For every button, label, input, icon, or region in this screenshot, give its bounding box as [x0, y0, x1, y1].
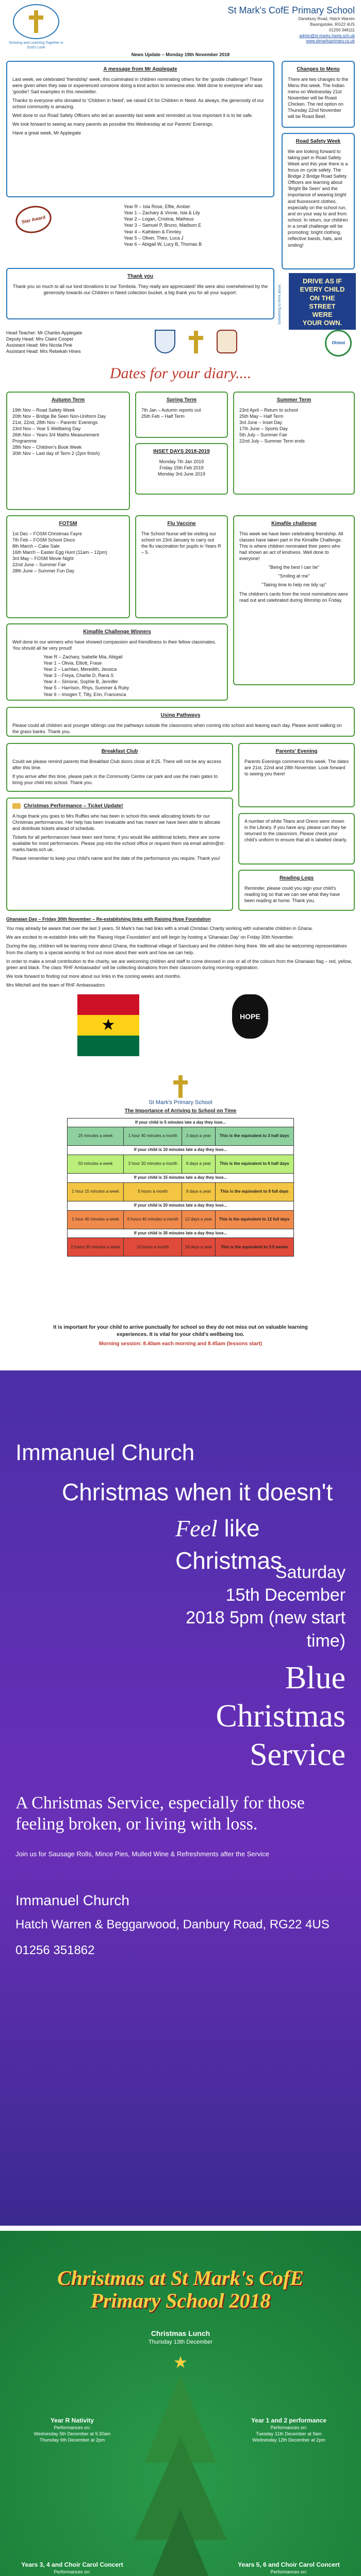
crest-logo-1 [155, 330, 177, 355]
attendance-caption: If your child is 5 minutes late a day they lose... [68, 1118, 294, 1127]
ofsted-logo: Ofsted [325, 330, 352, 357]
reading-logs-title: Reading Logs [279, 875, 314, 881]
autumn-term-box [6, 392, 130, 510]
ghanaian-section: Ghanaian Day – Friday 30th November – Re-establishing links with Raising Hope Foundation You may already be aware that over the last 3 years, St Mark's has had links with a small Christian Charity working with vulnerable children in Ghana. We are excited to re-establish links with the 'Raising Hope Foundation' and will begin by hosting a 'Ghanaian Day' on Friday 30th November. During the day, children will be learning more about Ghana, the traditional village of Sanctuary and the children living there. We will also be welcoming representatives from the charity to a special worship to find out more about their work and how we can help. In order to make a small contribution to the charity, we are welcoming children and staff to come dressed in one or all of the colours from the Ghanaian flag – red, yellow, green and black. The class 'RHF Ambassador' will be collecting donations from their classroom during morning registration. We look forward to finding out more about our links in the coming weeks and months. Mrs Mitchell and the team of RHF Ambassadors [6, 916, 355, 1065]
road-safety-title: Road Safety Week [296, 139, 341, 144]
date-item: 20th Nov – Bridge Be Seen Non-Uniform Day [12, 413, 106, 419]
christmas-lunch: Christmas Lunch Thursday 13th December [148, 2329, 213, 2345]
breakfast-title: Breakfast Club [101, 749, 138, 754]
date-item: 23rd Nov – Year 5 Wellbeing Day [12, 426, 81, 431]
attendance-cell: 1 hour 40 minutes a week [68, 1210, 124, 1229]
cross-icon [186, 330, 206, 354]
newsletter-date: News Update – Monday 19th November 2018 [131, 52, 230, 57]
attendance-cell: This is the equivalent to 9 full days [215, 1182, 293, 1201]
attendance-caption-row [68, 1146, 294, 1155]
award-item: Year 3 – Samuel P, Bruno, Madison E [124, 223, 202, 228]
summer-term-title: Summer Term [276, 397, 311, 403]
cross-icon [170, 1074, 191, 1099]
pathways-title: Using Pathways [160, 713, 201, 718]
spring-term-title: Spring Term [166, 397, 197, 403]
winner-item: Year 4 – Simone, Sophie B, Jennifer [43, 679, 118, 685]
award-item: Year R – Isla Rose, Effie, Amber [124, 204, 190, 209]
head-message-para: Have a great week, Mr Applegate [12, 130, 81, 136]
thanks-title: Thank you [127, 274, 153, 279]
date-item: 23rd April – Return to school [239, 407, 298, 413]
head-message-para: Well done to our Road Safety Officers who led an assembly last week and reminded us how important it is to be safe. [12, 113, 253, 118]
attendance-row [68, 1155, 294, 1174]
inset-days-title: INSET DAYS 2018-2019 [153, 449, 210, 454]
date-item: 30th Nov – Last day of Term 2 (2pm finish) [12, 451, 100, 456]
date-item: 22nd June – Summer Fair [12, 562, 67, 568]
attendance-cell: 2 hours 30 minutes a week [68, 1238, 124, 1257]
attendance-row [68, 1238, 294, 1257]
award-item: Year 4 – Kathleen & Finnley [124, 229, 182, 234]
date-item: 7th Jan – Autumn reports out [141, 407, 201, 413]
attendance-row [68, 1182, 294, 1201]
flyer-headline-1: Christmas when it doesn't [62, 1479, 333, 1505]
winner-item: Year 6 – Imogen T, Tilly, Erin, Francesca [43, 691, 126, 697]
drive-side-text: Something to think about [278, 284, 282, 325]
staff-contacts: Head Teacher: Mr Charles Applegate Deputy Head: Mrs Claire Cooper Assistant Head: Mrs Nicola Pink Assistant Head: Mrs Rebekah Hines [6, 330, 83, 354]
email-link[interactable]: admin@st-marks.hants.sch.uk [299, 33, 355, 38]
attendance-caption-row [68, 1174, 294, 1183]
cross-icon [26, 9, 46, 34]
reading-logs-box: Reading Logs Reminder, please could you sign your child's reading log so that we can see what they have been reading at home. Thank you. [238, 870, 355, 911]
attendance-cell: 50 minutes a week [68, 1155, 124, 1174]
attendance-section [67, 1108, 294, 1257]
date-item: 25th Feb – Half Term [141, 413, 185, 419]
church-name: Immanuel Church [15, 1440, 195, 1465]
head-message-box [6, 61, 274, 197]
drive-sign: DRIVE AS IF EVERY CHILD ON THE STREET WERE YOUR OWN. [289, 273, 356, 330]
date-item: 28th June – Summer Fun Day [12, 568, 75, 574]
attendance-caption-row [68, 1229, 294, 1238]
attendance-cell: 3 days a year [182, 1127, 215, 1146]
attendance-table [67, 1118, 294, 1257]
attendance-cell: 5 hours a month [124, 1182, 182, 1201]
spring-term-box [135, 392, 228, 438]
flyer-description: A Christmas Service, especially for those feeling broken, or living with loss. [15, 1793, 305, 1834]
attendance-caption-row [68, 1201, 294, 1210]
head-message-para: Thanks to everyone who donated to 'Children in Need', we raised £X for Children in Need. As always, the generosity of our school community is amazing. [12, 97, 264, 110]
christmas-tree-icon: ★ [129, 2354, 232, 2576]
date-item: 16th March – Easter Egg Hunt (11am – 12pm) [12, 549, 107, 555]
flu-title: Flu Vaccine [167, 521, 196, 527]
fotsm-box [6, 515, 130, 618]
fotsm-title: FOTSM [59, 521, 77, 527]
attendance-caption-row [68, 1118, 294, 1127]
crest-logo-3 [217, 330, 239, 355]
date-item: 8th March – Cake Sale [12, 543, 60, 549]
attendance-cell: 1 hour 15 minutes a week [68, 1182, 124, 1201]
star-award-stamp: Star Award [15, 206, 52, 233]
attendance-cell: 10 hours a month [124, 1238, 182, 1257]
blue-christmas-service: Blue Christmas Service [216, 1660, 346, 1772]
date-item: 22nd July – Summer Term ends [239, 438, 305, 444]
head-message-para: We look forward to seeing as many parents as possible this Wednesday at our Parents' Evenings. [12, 122, 214, 127]
winner-item: Year 5 – Harrison, Rhys, Summer & Ruby [43, 685, 129, 691]
attendance-cell: 6 hours 40 minutes a month [124, 1210, 182, 1229]
attendance-cell: This is the equivalent to 12 full days [215, 1210, 293, 1229]
attendance-title: The Importance of Arriving to School on Time [124, 1108, 237, 1114]
date-item: 17th June – Sports Day [239, 426, 288, 431]
parents-evening-title: Parents' Evening [275, 749, 318, 754]
perf-year-3-4: Years 3, 4 and Choir Carol Concert Performances on: [21, 2561, 123, 2575]
award-item: Year 1 – Zachary & Vinnie, Isla & Lily [124, 210, 200, 216]
attendance-caption: If your child is 10 minutes late a day they lose... [68, 1146, 294, 1155]
attendance-cell: 3 hour 20 minutes a month [124, 1155, 182, 1174]
parents-evening-box: Parents' Evening Parents Evenings commence this week. The dates are 21st, 22nd and 28th November. Look forward to seeing you there! [238, 743, 355, 807]
award-item: Year 6 – Abigail W, Lucy B, Thomas B [124, 241, 202, 247]
winner-item: Year 3 – Freya, Charlie D, Rana S [43, 673, 114, 679]
flu-text: The School Nurse will be visiting our school on 23rd January to carry out the flu vaccination for pupils in Years R – 5. [141, 531, 221, 555]
award-item: Year 2 – Logan, Cristina, Matheus [124, 216, 194, 222]
autumn-term-title: Autumn Term [51, 397, 85, 403]
road-safety-box [282, 133, 355, 269]
attendance-caption: If your child is 30 minutes late a day they lose... [68, 1229, 294, 1238]
winner-item: Year 1 – Olivia, Elliott, Frase [43, 660, 102, 666]
changes-menu-text: There are two changes to the Menu this week. The Indian menu on Wednesday 21st November will be Roast Chicken. The red option on Thursday 22nd November will be Roast Beef. [288, 76, 349, 120]
attendance-cell: This is the equivalent to 6 half days [215, 1155, 293, 1174]
plea-box: A number of white Titans and Oreos were shown in the Library. If you have any, please can they be returned to the classroom. Please check your child's uniform to ensure that all is labelled clearly. [238, 813, 355, 865]
attendance-cell: 6 days a year [182, 1155, 215, 1174]
breakfast-box: Breakfast Club Could we please remind parents that Breakfast Club doors close at 8:25. There will not be any access after this time. If you arrive after this time, please park in the Community Centre car park and use the main gates to bring your child into school. Thank you. [6, 743, 233, 792]
attendance-cell: This is the equivalent to 3 half days [215, 1127, 293, 1146]
attendance-cell: 9 days a year [182, 1182, 215, 1201]
flyer-address-line: Hatch Warren & Beggarwood, Danbury Road, RG22 4US [15, 1918, 330, 1931]
school-logo: Growing and Learning Together in God's Love [5, 4, 67, 50]
changes-menu-title: Changes to Menu [297, 66, 340, 72]
award-item: Year 5 – Oliver, Theo, Luca J [124, 235, 184, 241]
flu-box [135, 515, 228, 618]
perf-year-r: Year R Nativity Performances on: Wednesday 5th December at 9.30am Thursday 6th December at 2pm [34, 2417, 111, 2443]
attendance-cell: 18 days a year [182, 1238, 215, 1257]
school-logo-small: St Mark's Primary School [0, 1074, 361, 1107]
attendance-cell: This is the equivalent to 3.5 weeks [215, 1238, 293, 1257]
road-safety-text: We are looking forward to taking part in Road Safety Week and this year there is a focus on cycle safety. The Bridge 2 Bridge Road Safety Officers are learning about 'Bright Be Seen' and the importance of wearing bright and fluorescent clothes, especially on the school run, and on your way to and from school. In return, our children in a small challenge will be promoting: bright clothing, reflective bands, hats, and smiling! [288, 148, 348, 248]
attendance-cell: 12 days a year [182, 1210, 215, 1229]
attendance-cell: 25 minutes a week [68, 1127, 124, 1146]
attendance-cell: 1 hour 40 minutes a month [124, 1127, 182, 1146]
christmas-title: Christmas at St Mark's CofE Primary School 2018 [57, 2266, 304, 2312]
flyer-small: Join us for Sausage Rolls, Mince Pies, Mulled Wine & Refreshments after the Service [15, 1850, 270, 1858]
address-line-2: Basingstoke, RG22 4US [310, 22, 355, 27]
flyer-date: Saturday 15th December 2018 5pm (new start time) [186, 1563, 346, 1651]
attendance-row [68, 1210, 294, 1229]
ticket-icon [12, 803, 21, 809]
attendance-caption: If your child is 15 minutes late a day they lose... [68, 1174, 294, 1183]
inset-days-box: INSET DAYS 2018-2019 Monday 7th Jan 2019 Friday 15th Feb 2019 Monday 3rd June 2019 [135, 443, 228, 495]
winner-item: Year R – Zachary, Isabelle Mia, Abigail [43, 654, 123, 659]
challenge-winners-title: Kimafile Challenge Winners [83, 629, 151, 635]
christmas-card [0, 2231, 361, 2576]
phone-line: 01256 346111 [329, 27, 355, 32]
ticket-update-title: Christmas Performance – Ticket Update! [12, 803, 227, 810]
winner-item: Year 2 – Lachlan, Meredith, Jessica [43, 667, 117, 672]
awards-list [124, 204, 268, 247]
head-message-para: Last week, we celebrated 'friendship' week, this culminated in children nominating others for the 'goodie challenge'! These were given when they saw or experienced someone doing a kind action to someone else. Well done to everyone who was 'goodie'! Sad examples in this newsletter. [12, 76, 263, 94]
flyer-phone: 01256 351862 [15, 1943, 95, 1957]
head-message-title: A message from Mr Applegate [103, 66, 177, 72]
flyer-headline-2: Feel like Christmas [175, 1515, 283, 1574]
changes-menu-box [282, 61, 355, 128]
ghana-flag: ★ [77, 994, 139, 1056]
school-name: St Mark's CofE Primary School [227, 5, 355, 15]
perf-year-1-2: Year 1 and 2 performance Performances on: Tuesday 11th December at 9am Wednesday 12th December at 2pm [251, 2417, 327, 2443]
thanks-box [6, 268, 274, 319]
address-line-1: Danebury Road, Hatch Warren [298, 16, 355, 22]
church-flyer [0, 1370, 361, 2226]
perf-year-5-6: Years 5, 6 and Choir Carol Concert Performances on: [238, 2561, 340, 2575]
date-item: 5th July – Summer Fair [239, 432, 288, 438]
attendance-row [68, 1127, 294, 1146]
pathways-box [6, 707, 355, 737]
date-item: 21st, 22nd, 28th Nov – Parents' Evenings [12, 419, 98, 425]
attendance-footer: It is important for your child to arrive punctually for school so they do not miss out on valuable learning experiences. It is vital for your child's wellbeing too. Morning session: 8.40am each morning and 8.45am (lessons start) [53, 1325, 308, 1347]
pathways-text: Please could all children and younger siblings use the pathways outside the classrooms when coming into school and leaving each day. Please avoid walking on the grass banks. Thank you. [12, 722, 342, 734]
date-item: 1st Dec – FOSM Christmas Fayre [12, 531, 83, 536]
attendance-caption: If your child is 20 minutes late a day they lose... [68, 1201, 294, 1210]
date-item: 28th Nov – Children's Book Week [12, 445, 82, 450]
date-item: 19th Nov – Road Safety Week [12, 407, 75, 413]
date-item: 7th Feb – FOSM School Disco [12, 537, 75, 543]
summer-term-box [233, 392, 355, 495]
school-header [185, 4, 355, 44]
kimafile-title: Kimafile challenge [271, 521, 317, 527]
date-item: 26th Nov – Years 3/4 Maths Measurement Programme [12, 432, 100, 444]
date-item: 3rd June – Inset Day [239, 419, 283, 425]
crest-logo-2 [186, 330, 211, 355]
dates-title: Dates for your diary.... [109, 365, 252, 382]
hope-foundation-logo: HOPE [232, 994, 273, 1041]
website-link[interactable]: www.stmarksprimary.co.uk [306, 39, 355, 44]
date-item: 25th May – Half Term [239, 413, 284, 419]
flyer-address-name: Immanuel Church [15, 1892, 129, 1908]
challenge-winners-box: Kimafile Challenge Winners Well done to our winners who have showed compassion and friendliness to their fellow classmates. You should all be very proud! Year R – Zachary, Isabelle Mia, Abigail Year 1 – Olivia, Elliott, Frase Year 2 – Lachlan, Meredith, Jessica Year 3 – Freya, Charlie D, Rana S Year 4 – Simone, Sophie B, Jennifer Year 5 – Harrison, Rhys, Summer & Ruby Year 6 – Imogen T, Tilly, Erin, Francesca [6, 623, 228, 701]
ticket-update-box: Christmas Performance – Ticket Update! A huge thank you goes to Mrs Ruffles who has been in school this week allocating tickets for our Christmas performances. Her help has been invaluable and has meant we have been able to allocate and distribute tickets ahead of schedule. Tickets for all performances have been sent home; if you would like additional tickets, there are some available for most performances. Please pop into the school office or request them via email admin@st-marks.hants.sch.uk. Please remember to keep your child's name and the date of the performance you require. Thank you! [6, 798, 233, 911]
date-item: 3rd May – FOSM Movie Night [12, 556, 74, 562]
thanks-text: Thank you so much to all our kind donations to our Tombola. They really are appreciated! We were also overwhelmed by the generosity towards our Children in Need collection bucket, a big thank you for all your support. [12, 283, 268, 295]
ghanaian-title: Ghanaian Day – Friday 30th November – Re-establishing links with Raising Hope Foundation [6, 917, 211, 922]
kimafile-box: Kimafile challenge This week we have been celebrating friendship. All classes have taken part in the Kimafile Challenge. This is where children nominated their peers who had shown an act of kindness. Well done to everyone! "Being the best I can be" "Smiling at me" "Taking time to help me tidy up" The children's cards from the most nominations were read out and celebrated during Worship on Friday. [233, 515, 355, 685]
